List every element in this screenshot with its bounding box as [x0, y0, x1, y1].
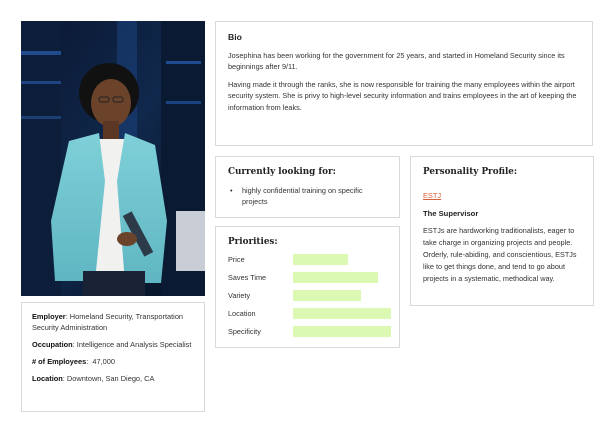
priority-track [293, 326, 391, 337]
employer-value: Homeland Security, Transportation Security Administration [32, 312, 184, 332]
occupation-value: Intelligence and Analysis Specialist [76, 340, 192, 349]
priority-track [293, 272, 391, 283]
persona-photo-icon [21, 21, 205, 296]
priority-label: Location [228, 309, 256, 318]
looking-for-item: • highly confidential training on specific projects [228, 185, 387, 207]
persona-photo [21, 21, 205, 296]
bio-paragraph-1: Josephina has been working for the government for 25 years, and started in Homeland Security since its beginnings after 9/11. [228, 50, 565, 71]
looking-for-card [215, 156, 400, 218]
personality-type-link[interactable]: ESTJ [423, 191, 442, 200]
location-row: Location: Downtown, San Diego, CA [32, 374, 155, 383]
priority-bar [293, 290, 361, 301]
priority-label: Saves Time [228, 273, 267, 282]
bio-paragraph-2: Having made it through the ranks, she is now responsible for training the many employees within the airport security system. She is privy to high-level security information and trains employees in the art of keeping the information from leaks. [228, 79, 577, 112]
priority-bar [293, 272, 378, 283]
priority-row-location [228, 307, 387, 325]
employees-label: # of Employees [32, 357, 87, 366]
employees-row: # of Employees: 47,000 [32, 357, 115, 366]
occupation-label: Occupation [32, 340, 73, 349]
priority-bar [293, 308, 391, 319]
priority-row-saves-time [228, 271, 387, 289]
priority-bar [293, 326, 391, 337]
priority-label: Specificity [228, 327, 261, 336]
employer-label: Employer [32, 312, 66, 321]
location-value: Downtown, San Diego, CA [66, 374, 155, 383]
bio-card [215, 21, 593, 146]
looking-for-heading: Currently looking for: [228, 167, 336, 177]
priority-row-specificity [228, 325, 387, 343]
bio-heading: Bio [228, 32, 242, 42]
priority-row-variety [228, 289, 387, 307]
priority-bar [293, 254, 348, 265]
employer-row: Employer: Homeland Security, Transportation Security Administration [32, 312, 184, 332]
priority-track [293, 290, 391, 301]
personality-subtitle: The Supervisor [423, 209, 479, 218]
priority-label: Variety [228, 291, 251, 300]
priorities-heading: Priorities: [228, 237, 278, 247]
location-label: Location [32, 374, 63, 383]
priority-track [293, 254, 391, 265]
priority-label: Price [228, 255, 245, 264]
personality-heading: Personality Profile: [423, 167, 518, 177]
employer-info-card [21, 302, 205, 412]
personality-card [410, 156, 594, 306]
occupation-row: Occupation: Intelligence and Analysis Specialist [32, 340, 192, 349]
employees-value: 47,000 [92, 357, 115, 366]
personality-description: ESTJs are hardworking traditionalists, eager to take charge in organizing projects and people. Orderly, rule-abiding, and conscientious, ESTJs like to get things done, and tend to go about projects in a systematic, methodical way. [423, 226, 577, 283]
priority-track [293, 308, 391, 319]
priority-row-price [228, 253, 387, 271]
priorities-card [215, 226, 400, 348]
